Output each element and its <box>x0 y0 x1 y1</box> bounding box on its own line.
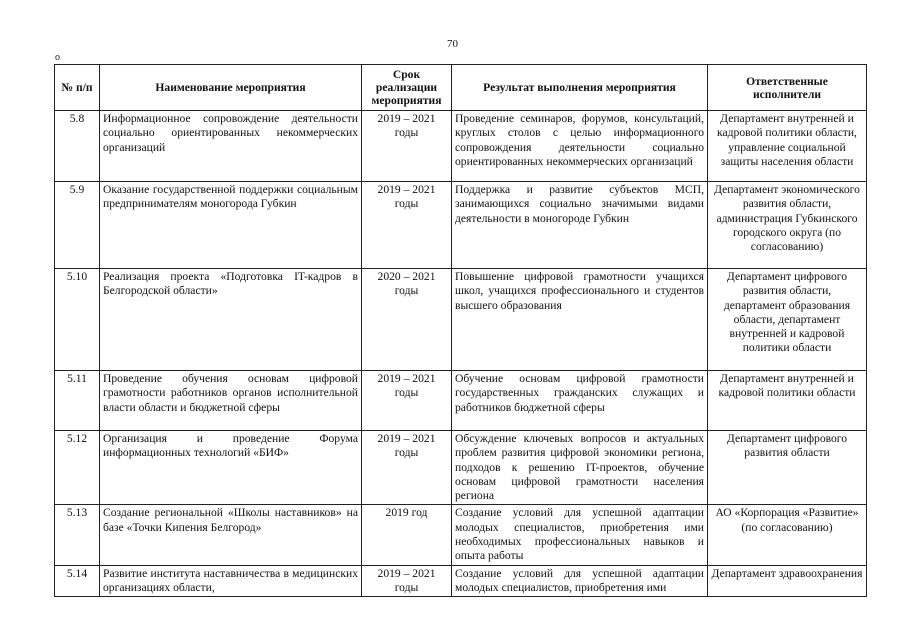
row-period: 2019 – 2021 годы <box>362 565 452 597</box>
row-period: 2019 – 2021 годы <box>362 111 452 182</box>
row-name: Организация и проведение Форума информационных технологий «БИФ» <box>100 431 362 505</box>
row-responsible: Департамент внутренней и кадровой политики области <box>708 371 867 431</box>
row-responsible: Департамент внутренней и кадровой политики области, управление социальной защиты населения области <box>708 111 867 182</box>
table-header-row <box>55 65 867 111</box>
table-row <box>55 182 867 269</box>
row-result: Обсуждение ключевых вопросов и актуальных проблем развития цифровой экономики региона, подходов к решению IT-проектов, обучение основам цифровой грамотности населения региона <box>452 431 708 505</box>
row-num: 5.14 <box>55 565 100 597</box>
row-name: Реализация проекта «Подготовка IT-кадров в Белгородской области» <box>100 269 362 371</box>
row-result: Проведение семинаров, форумов, консультаций, круглых столов с целью информационного сопровождения деятельности социально ориентированных некоммерческих организаций <box>452 111 708 182</box>
row-responsible: Департамент цифрового развития области, департамент образования области, департамент внутренней и кадровой политики области <box>708 269 867 371</box>
table-row <box>55 505 867 565</box>
row-num: 5.9 <box>55 182 100 269</box>
header-result: Результат выполнения мероприятия <box>452 65 708 111</box>
row-name: Создание региональной «Школы наставников» на базе «Точки Кипения Белгород» <box>100 505 362 565</box>
row-result: Создание условий для успешной адаптации молодых специалистов, приобретения ими <box>452 565 708 597</box>
row-period: 2019 год <box>362 505 452 565</box>
row-name: Оказание государственной поддержки социальным предпринимателям моногорода Губкин <box>100 182 362 269</box>
header-name: Наименование мероприятия <box>100 65 362 111</box>
row-result: Поддержка и развитие субъектов МСП, занимающихся социально значимыми видами деятельности в моногороде Губкин <box>452 182 708 269</box>
row-period: 2019 – 2021 годы <box>362 371 452 431</box>
row-period: 2019 – 2021 годы <box>362 431 452 505</box>
row-name: Информационное сопровождение деятельности социально ориентированных некоммерческих организаций <box>100 111 362 182</box>
row-period: 2020 – 2021 годы <box>362 269 452 371</box>
row-num: 5.13 <box>55 505 100 565</box>
row-responsible: Департамент здравоохранения <box>708 565 867 597</box>
row-responsible: АО «Корпорация «Развитие» (по согласованию) <box>708 505 867 565</box>
table-row <box>55 431 867 505</box>
table-row <box>55 371 867 431</box>
row-name: Проведение обучения основам цифровой грамотности работников органов исполнительной власти области и бюджетной сферы <box>100 371 362 431</box>
row-num: 5.11 <box>55 371 100 431</box>
header-num: № п/п <box>55 65 100 111</box>
table-row <box>55 111 867 182</box>
corner-mark: o <box>55 52 60 63</box>
row-result: Создание условий для успешной адаптации молодых специалистов, приобретения ими необходимых профессиональных навыков и опыта работы <box>452 505 708 565</box>
row-name: Развитие института наставничества в медицинских организациях области, <box>100 565 362 597</box>
header-responsible: Ответственные исполнители <box>708 65 867 111</box>
row-responsible: Департамент экономического развития области, администрация Губкинского городского округа (по согласованию) <box>708 182 867 269</box>
row-result: Обучение основам цифровой грамотности государственных гражданских служащих и работников бюджетной сферы <box>452 371 708 431</box>
row-num: 5.10 <box>55 269 100 371</box>
row-period: 2019 – 2021 годы <box>362 182 452 269</box>
header-period: Срок реализации мероприятия <box>362 65 452 111</box>
row-num: 5.12 <box>55 431 100 505</box>
row-result: Повышение цифровой грамотности учащихся школ, учащихся профессионального и студентов высшего образования <box>452 269 708 371</box>
row-responsible: Департамент цифрового развития области <box>708 431 867 505</box>
row-num: 5.8 <box>55 111 100 182</box>
table-row <box>55 565 867 597</box>
activities-table <box>54 64 867 597</box>
page-number: 70 <box>447 38 458 50</box>
table-row <box>55 269 867 371</box>
